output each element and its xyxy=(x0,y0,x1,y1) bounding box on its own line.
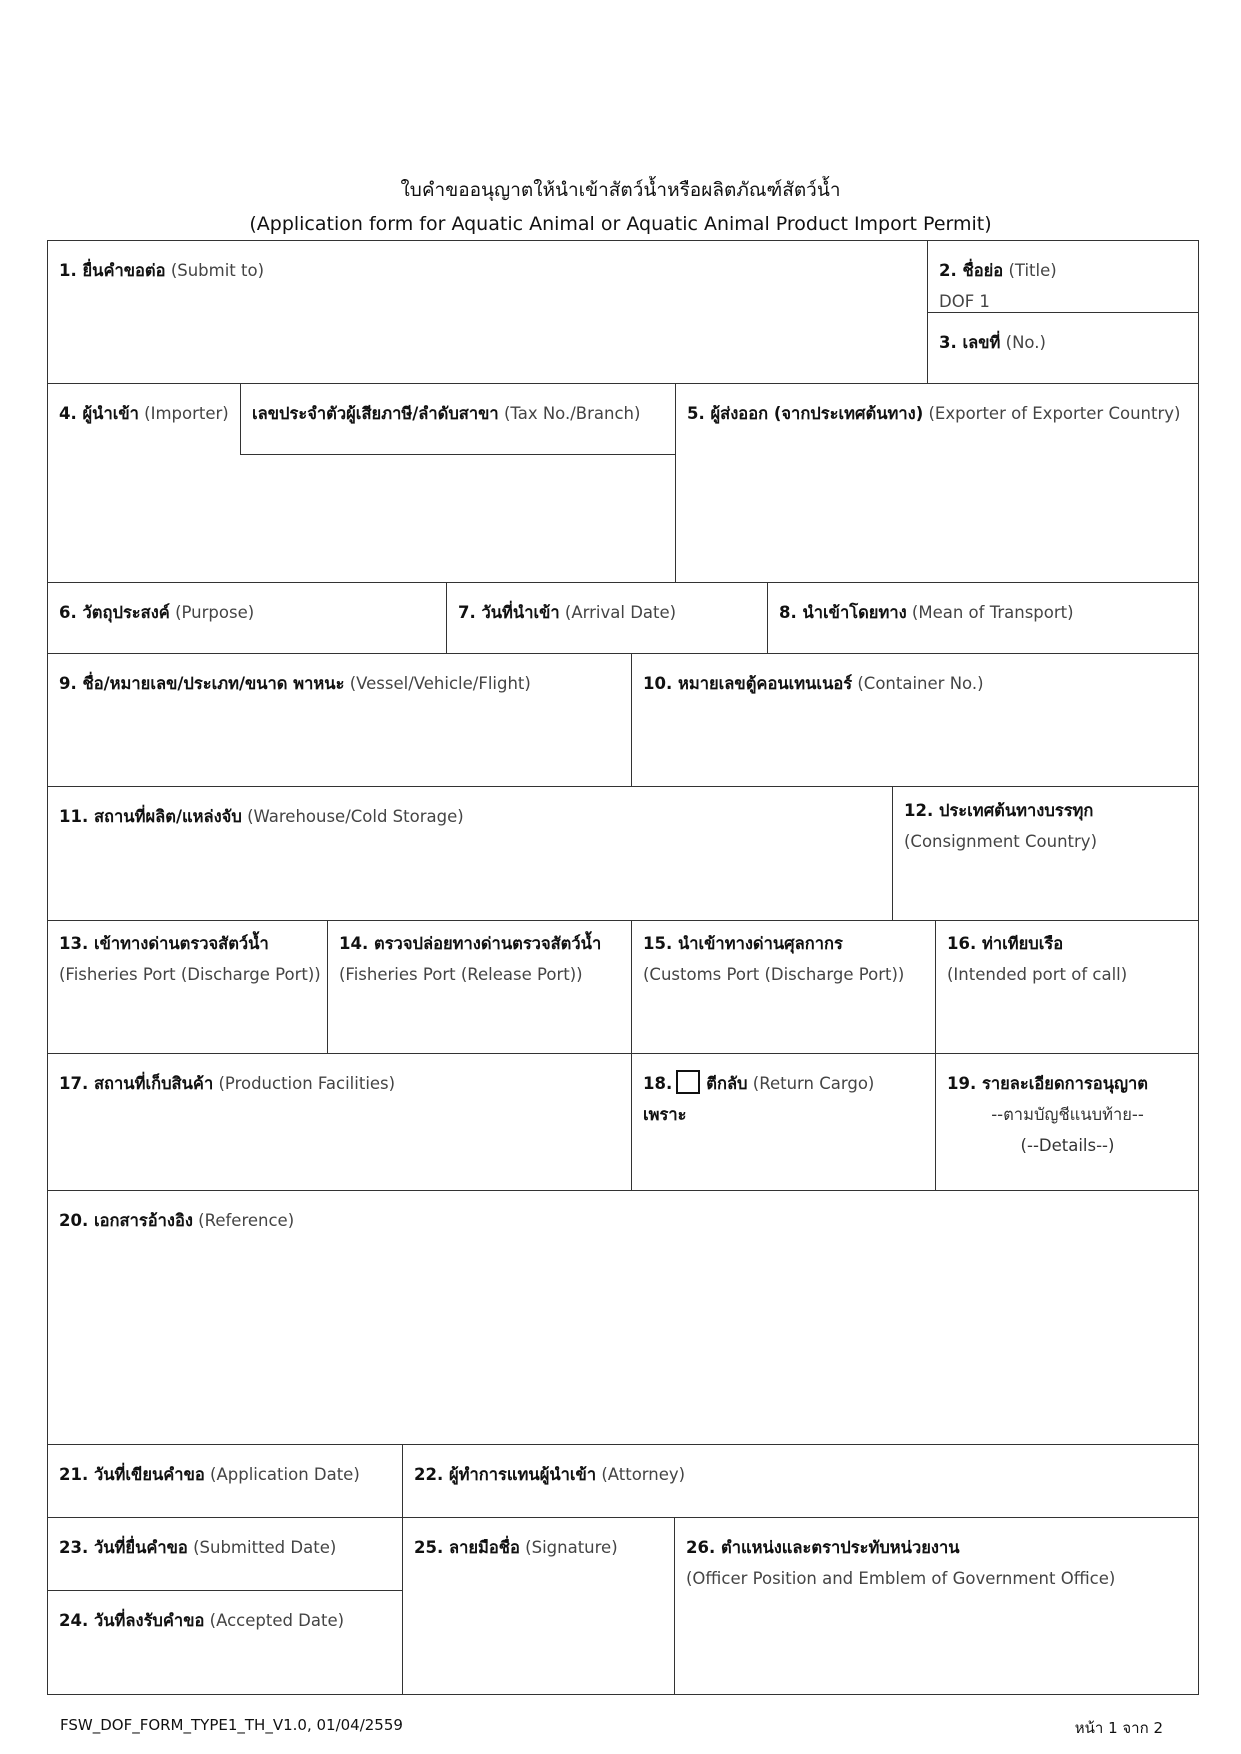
field-1-label-th: 1. ยื่นคำขอต่อ xyxy=(59,261,166,280)
field-13-label-en: (Fisheries Port (Discharge Port)) xyxy=(59,965,321,984)
field-13-label-th: 13. เข้าทางด่านตรวจสัตว์น้ำ xyxy=(59,934,269,953)
field-9-label-en: (Vessel/Vehicle/Flight) xyxy=(349,674,531,693)
field-20-reference[interactable] xyxy=(47,1190,1199,1445)
field-22-attorney[interactable] xyxy=(402,1444,1199,1518)
field-7-label-th: 7. วันที่นำเข้า xyxy=(458,603,560,622)
form-title-thai: ใบคำขออนุญาตให้นำเข้าสัตว์น้ำหรือผลิตภัณฑ์สัตว์น้ำ xyxy=(400,179,841,201)
field-25-signature[interactable] xyxy=(402,1517,675,1695)
field-7-label-en: (Arrival Date) xyxy=(564,603,677,622)
field-5-label-en: (Exporter of Exporter Country) xyxy=(928,404,1181,423)
field-7-arrival-date[interactable] xyxy=(446,582,768,654)
field-8-mean-of-transport[interactable] xyxy=(767,582,1199,654)
field-18-label-en: (Return Cargo) xyxy=(752,1074,875,1093)
field-1-label-en: (Submit to) xyxy=(170,261,265,280)
field-14-fisheries-release-port[interactable] xyxy=(327,920,632,1054)
field-1-submit-to[interactable] xyxy=(47,240,928,384)
form-title-english: (Application form for Aquatic Animal or Aquatic Animal Product Import Permit) xyxy=(249,213,992,235)
field-26-officer-position[interactable] xyxy=(674,1517,1199,1695)
field-18-label-th: ตีกลับ xyxy=(706,1074,748,1093)
field-4-label-th: 4. ผู้นำเข้า xyxy=(59,404,139,423)
field-2-label-en: (Title) xyxy=(1008,261,1057,280)
field-14-label-en: (Fisheries Port (Release Port)) xyxy=(339,965,583,984)
field-15-label-th: 15. นำเข้าทางด่านศุลกากร xyxy=(643,934,843,953)
field-4-tax-number[interactable] xyxy=(240,383,676,455)
field-11-label-th: 11. สถานที่ผลิต/แหล่งจับ xyxy=(59,807,242,826)
field-22-label-en: (Attorney) xyxy=(601,1465,686,1484)
field-5-exporter[interactable] xyxy=(675,383,1199,583)
field-2-value: DOF 1 xyxy=(939,292,990,311)
field-10-label-th: 10. หมายเลขตู้คอนเทนเนอร์ xyxy=(643,674,853,693)
field-3-number[interactable] xyxy=(927,312,1199,384)
field-18-return-cargo[interactable] xyxy=(631,1053,936,1191)
field-26-label-en: (Officer Position and Emblem of Government Office) xyxy=(686,1569,1116,1588)
return-cargo-checkbox[interactable] xyxy=(676,1070,700,1094)
field-16-intended-port-of-call[interactable] xyxy=(935,920,1199,1054)
field-2-title[interactable] xyxy=(927,240,1199,313)
field-18-number: 18. xyxy=(643,1074,673,1093)
field-4-tax-label-en: (Tax No./Branch) xyxy=(503,404,641,423)
field-10-label-en: (Container No.) xyxy=(857,674,984,693)
field-8-label-en: (Mean of Transport) xyxy=(911,603,1074,622)
field-6-label-en: (Purpose) xyxy=(175,603,255,622)
field-6-purpose[interactable] xyxy=(47,582,447,654)
field-20-label-en: (Reference) xyxy=(198,1211,295,1230)
field-11-warehouse[interactable] xyxy=(47,786,893,921)
field-26-label-th: 26. ตำแหน่งและตราประทับหน่วยงาน xyxy=(686,1538,960,1557)
field-21-application-date[interactable] xyxy=(47,1444,403,1518)
field-2-label-th: 2. ชื่อย่อ xyxy=(939,261,1004,280)
field-12-label-en: (Consignment Country) xyxy=(904,832,1098,851)
field-19-note-en: (--Details--) xyxy=(1020,1136,1115,1155)
field-3-label-th: 3. เลขที่ xyxy=(939,333,1001,352)
field-18-because-label: เพราะ xyxy=(643,1105,687,1124)
field-15-label-en: (Customs Port (Discharge Port)) xyxy=(643,965,905,984)
field-22-label-th: 22. ผู้ทำการแทนผู้นำเข้า xyxy=(414,1465,597,1484)
field-24-label-th: 24. วันที่ลงรับคำขอ xyxy=(59,1611,205,1630)
field-6-label-th: 6. วัตถุประสงค์ xyxy=(59,603,170,622)
field-24-label-en: (Accepted Date) xyxy=(209,1611,345,1630)
field-11-label-en: (Warehouse/Cold Storage) xyxy=(247,807,464,826)
form-code: FSW_DOF_FORM_TYPE1_TH_V1.0, 01/04/2559 xyxy=(60,1716,403,1734)
field-9-vessel[interactable] xyxy=(47,653,632,787)
field-23-label-en: (Submitted Date) xyxy=(193,1538,337,1557)
field-12-label-th: 12. ประเทศต้นทางบรรทุก xyxy=(904,801,1094,820)
field-12-consignment-country[interactable] xyxy=(892,786,1199,921)
field-20-label-th: 20. เอกสารอ้างอิง xyxy=(59,1211,193,1230)
field-16-label-th: 16. ท่าเทียบเรือ xyxy=(947,934,1064,953)
field-19-note-th: --ตามบัญชีแนบท้าย-- xyxy=(991,1105,1144,1124)
field-25-label-th: 25. ลายมือชื่อ xyxy=(414,1538,520,1557)
field-17-label-en: (Production Facilities) xyxy=(218,1074,396,1093)
field-17-production-facilities[interactable] xyxy=(47,1053,632,1191)
field-17-label-th: 17. สถานที่เก็บสินค้า xyxy=(59,1074,214,1093)
field-23-label-th: 23. วันที่ยื่นคำขอ xyxy=(59,1538,188,1557)
field-15-customs-port[interactable] xyxy=(631,920,936,1054)
field-9-label-th: 9. ชื่อ/หมายเลข/ประเภท/ขนาด พาหนะ xyxy=(59,674,345,693)
field-8-label-th: 8. นำเข้าโดยทาง xyxy=(779,603,907,622)
field-19-label-th: 19. รายละเอียดการอนุญาต xyxy=(947,1074,1149,1093)
field-19-permit-details xyxy=(935,1053,1199,1191)
field-3-label-en: (No.) xyxy=(1005,333,1046,352)
field-24-accepted-date[interactable] xyxy=(47,1590,403,1695)
field-13-fisheries-discharge-port[interactable] xyxy=(47,920,328,1054)
field-10-container-number[interactable] xyxy=(631,653,1199,787)
page-number: หน้า 1 จาก 2 xyxy=(1074,1719,1163,1737)
field-5-label-th: 5. ผู้ส่งออก (จากประเทศต้นทาง) xyxy=(687,404,924,423)
field-25-label-en: (Signature) xyxy=(525,1538,618,1557)
field-4-label-en: (Importer) xyxy=(144,404,229,423)
field-21-label-en: (Application Date) xyxy=(210,1465,360,1484)
field-14-label-th: 14. ตรวจปล่อยทางด่านตรวจสัตว์น้ำ xyxy=(339,934,602,953)
field-21-label-th: 21. วันที่เขียนคำขอ xyxy=(59,1465,205,1484)
field-16-label-en: (Intended port of call) xyxy=(947,965,1128,984)
field-23-submitted-date[interactable] xyxy=(47,1517,403,1591)
field-4-tax-label-th: เลขประจำตัวผู้เสียภาษี/ลำดับสาขา xyxy=(252,404,499,423)
